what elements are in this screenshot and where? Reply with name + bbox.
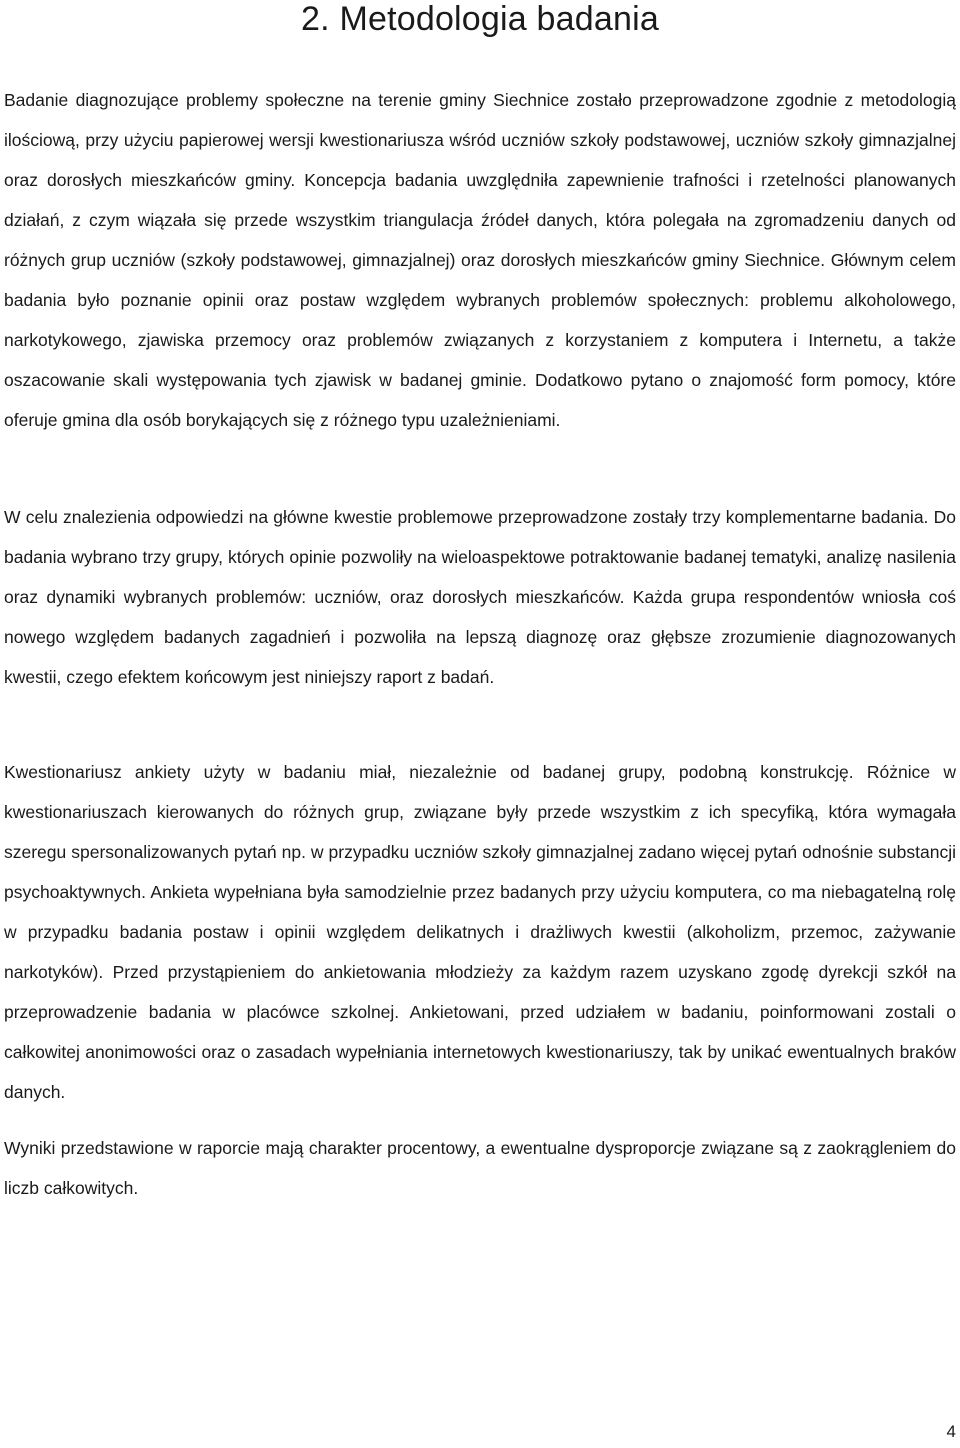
document-page xyxy=(4,0,956,1198)
paragraph-methodology-intro: Badanie diagnozujące problemy społeczne na terenie gminy Siechnice zostało przeprowadzone zgodnie z metodologią ilościową, przy użyciu papierowej wersji kwestionariusza wśród uczniów szkoły podstawowej, uczniów szkoły gimnazjalnej oraz dorosłych mieszkańców gminy. Koncepcja badania uwzględniła zapewnienie trafności i rzetelności planowanych działań, z czym wiązała się przede wszystkim triangulacja źródeł danych, która polegała na zgromadzeniu danych od różnych grup uczniów (szkoły podstawowej, gimnazjalnej) oraz dorosłych mieszkańców gminy Siechnice. Głównym celem badania było poznanie opinii oraz postaw względem wybranych problemów społecznych: problemu alkoholowego, narkotykowego, zjawiska przemocy oraz problemów związanych z korzystaniem z komputera i Internetu, a także oszacowanie skali występowania tych zjawisk w badanej gminie. Dodatkowo pytano o znajomość form pomocy, które oferuje gmina dla osób borykających się z różnego typu uzależnieniami. xyxy=(4,90,956,430)
paragraph-research-groups: W celu znalezienia odpowiedzi na główne kwestie problemowe przeprowadzone zostały trzy komplementarne badania. Do badania wybrano trzy grupy, których opinie pozwoliły na wieloaspektowe potraktowanie badanej tematyki, analizę nasilenia oraz dynamiki wybranych problemów: uczniów, oraz dorosłych mieszkańców. Każda grupa respondentów wniosła coś nowego względem badanych zagadnień i pozwoliła na lepszą diagnozę oraz głębsze zrozumienie diagnozowanych kwestii, czego efektem końcowym jest niniejszy raport z badań. xyxy=(4,507,956,687)
page-number: 4 xyxy=(946,1422,956,1441)
section-title: 2. Metodologia badania xyxy=(301,0,659,38)
paragraph-results-note: Wyniki przedstawione w raporcie mają charakter procentowy, a ewentualne dysproporcje związane są z zaokrągleniem do liczb całkowitych. xyxy=(4,1138,956,1198)
paragraph-questionnaire: Kwestionariusz ankiety użyty w badaniu miał, niezależnie od badanej grupy, podobną konstrukcję. Różnice w kwestionariuszach kierowanych do różnych grup, związane były przede wszystkim z ich specyfiką, która wymagała szeregu spersonalizowanych pytań np. w przypadku uczniów szkoły gimnazjalnej zadano więcej pytań odnośnie substancji psychoaktywnych. Ankieta wypełniana była samodzielnie przez badanych przy użyciu komputera, co ma niebagatelną rolę w przypadku badania postaw i opinii względem delikatnych i drażliwych kwestii (alkoholizm, przemoc, zażywanie narkotyków). Przed przystąpieniem do ankietowania młodzieży za każdym razem uzyskano zgodę dyrekcji szkół na przeprowadzenie badania w placówce szkolnej. Ankietowani, przed udziałem w badaniu, poinformowani zostali o całkowitej anonimowości oraz o zasadach wypełniania internetowych kwestionariuszy, tak by unikać ewentualnych braków danych. xyxy=(4,762,956,1102)
